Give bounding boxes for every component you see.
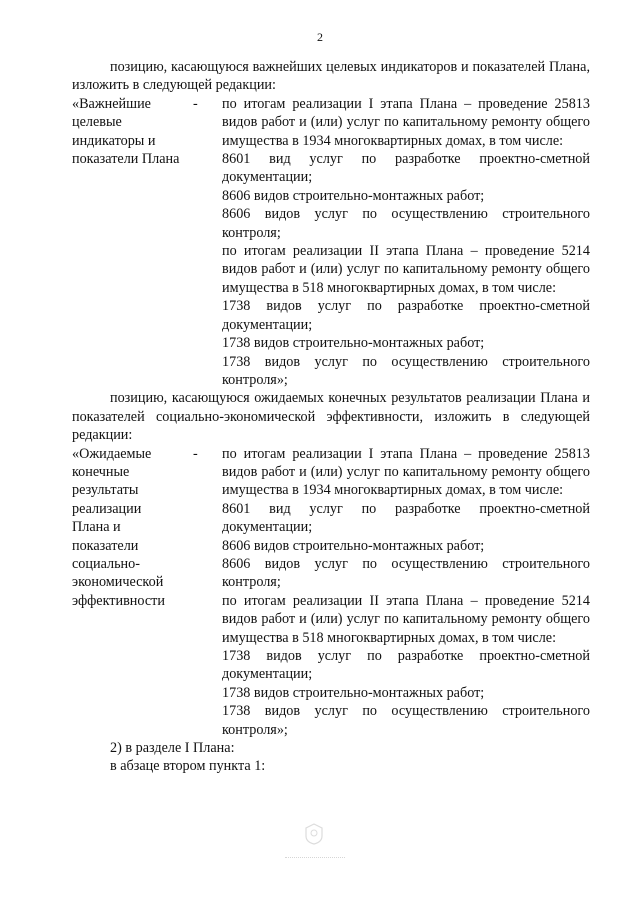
faint-mark [285, 857, 345, 861]
results-label [72, 445, 222, 740]
label-line: целевые [72, 114, 122, 131]
page-number: 2 [317, 30, 323, 44]
paragraph-results-intro: позицию, касающуюся ожидаемых конечных результатов реализации Плана и показателей социально-экономической эффективности, изложить в следующей редакции: [72, 390, 590, 444]
paragraph-indicators-intro: позицию, касающуюся важнейших целевых индикаторов и показателей Плана, изложить в следующей редакции: [72, 59, 590, 94]
list-item: 1738 видов услуг по разработке проектно-сметной документации; [222, 298, 590, 333]
results-block [72, 445, 590, 740]
document-body [72, 58, 590, 776]
indicators-block [72, 95, 590, 390]
label-line: эффективности [72, 592, 165, 609]
label-line: экономической [72, 574, 164, 591]
list-item: 1738 видов строительно-монтажных работ; [222, 335, 485, 352]
list-item: 8606 видов услуг по осуществлению строительного контроля; [222, 206, 590, 241]
label-line: реализации [72, 500, 142, 517]
label-line: «Ожидаемые [72, 445, 152, 462]
label-line: результаты [72, 482, 139, 499]
list-item: по итогам реализации I этапа Плана – проведение 25813 видов работ и (или) услуг по капитальному ремонту общего имущества в 1934 многоквартирных домах, в том числе: [222, 95, 590, 149]
list-item: 8601 вид услуг по разработке проектно-сметной документации; [222, 500, 590, 536]
label-line: Плана и [72, 519, 121, 536]
list-item: 8606 видов строительно-монтажных работ; [222, 537, 485, 554]
list-item: 8606 видов услуг по осуществлению строительного контроля; [222, 555, 590, 591]
indicators-items [222, 95, 590, 390]
list-item: по итогам реализации I этапа Плана – проведение 25813 видов работ и (или) услуг по капитальному ремонту общего имущества в 1934 многоквартирных домах, в том числе: [222, 445, 590, 499]
list-item: 1738 видов услуг по разработке проектно-сметной документации; [222, 648, 590, 683]
paragraph-item-1: в абзаце втором пункта 1: [110, 758, 266, 775]
list-item: по итогам реализации II этапа Плана – проведение 5214 видов работ и (или) услуг по капитальному ремонту общего имущества в 518 многоквартирных домах, в том числе: [222, 243, 590, 296]
label-line: социально- [72, 555, 140, 572]
list-item: 1738 видов строительно-монтажных работ; [222, 684, 485, 701]
list-item: 1738 видов услуг по осуществлению строительного контроля»; [222, 353, 590, 388]
dash-separator: - [193, 95, 198, 112]
list-item: 8601 вид услуг по разработке проектно-сметной документации; [222, 151, 590, 186]
label-line: конечные [72, 463, 130, 480]
indicators-label [72, 95, 222, 390]
label-line: показатели Плана [72, 151, 180, 168]
results-items [222, 445, 590, 740]
emblem-watermark-icon [302, 822, 326, 846]
paragraph-section-1: 2) в разделе I Плана: [110, 740, 235, 757]
label-line: показатели [72, 537, 139, 554]
list-item: 1738 видов услуг по осуществлению строительного контроля»; [222, 703, 590, 738]
label-line: индикаторы и [72, 132, 156, 149]
list-item: 8606 видов строительно-монтажных работ; [222, 187, 485, 204]
label-line: «Важнейшие [72, 95, 151, 112]
list-item: по итогам реализации II этапа Плана – проведение 5214 видов работ и (или) услуг по капитальному ремонту общего имущества в 518 многоквартирных домах, в том числе: [222, 592, 590, 646]
dash-separator: - [193, 445, 198, 462]
